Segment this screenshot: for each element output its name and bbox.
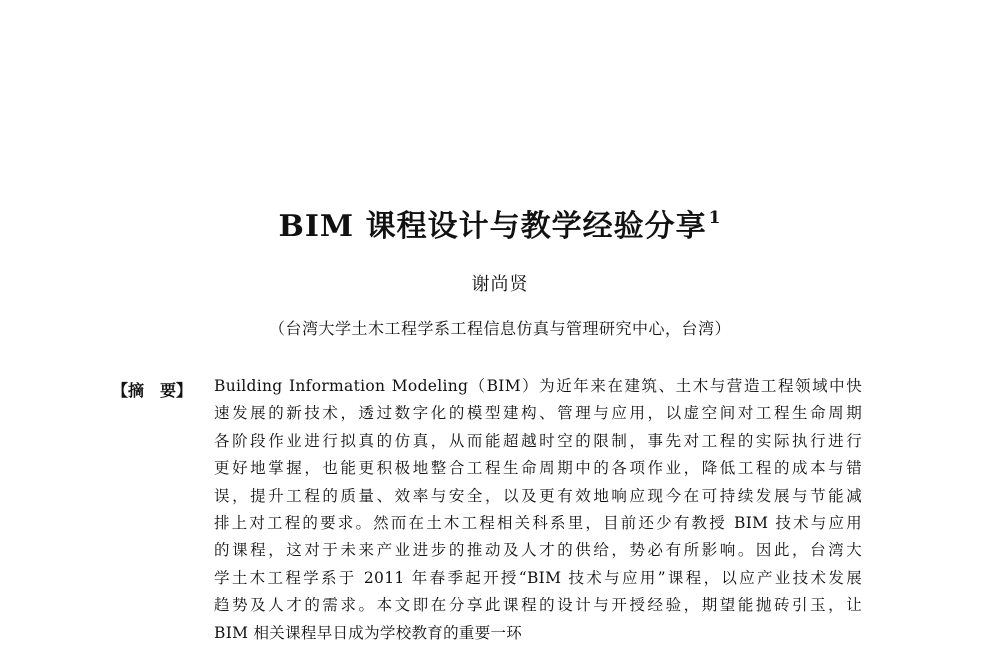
abstract-line: 趋势及人才的需求。本文即在分享此课程的设计与开授经验，期望能抛砖引玉，让	[214, 596, 862, 615]
abstract-line: 速发展的新技术，透过数字化的模型建构、管理与应用，以虚空间对工程生命周期	[214, 404, 862, 423]
abstract-line: 各阶段作业进行拟真的仿真，从而能超越时空的限制，事先对工程的实际执行进行	[214, 431, 862, 450]
abstract-label: 【摘 要】	[112, 381, 193, 400]
abstract-line: 排上对工程的要求。然而在土木工程相关科系里，目前还少有教授 BIM 技术与应用	[214, 513, 862, 532]
author-affiliation: （台湾大学土木工程学系工程信息仿真与管理研究中心，台湾）	[268, 319, 731, 338]
abstract-line: Building Information Modeling（BIM）为近年来在建筑、土木与营造工程领域中快	[214, 377, 862, 395]
abstract-line: 的课程，这对于未来产业进步的推动及人才的供给，势必有所影响。因此，台湾大	[214, 541, 862, 560]
abstract-line: BIM 相关课程早日成为学校教育的重要一环	[214, 623, 523, 642]
abstract-line: 误，提升工程的质量、效率与安全，以及更有效地响应现今在可持续发展与节能减	[214, 486, 862, 505]
paper-title-text: BIM 课程设计与教学经验分享	[278, 209, 707, 244]
paper-title	[0, 198, 1000, 249]
author-name: 谢尚贤	[471, 274, 529, 295]
title-footnote-mark: 1	[708, 208, 722, 228]
abstract-body	[214, 373, 862, 650]
abstract-line: 更好地掌握，也能更积极地整合工程生命周期中的各项作业，降低工程的成本与错	[214, 459, 862, 478]
abstract-line: 学土木工程学系于 2011 年春季起开授“BIM 技术与应用”课程，以应产业技术发展	[214, 568, 862, 587]
